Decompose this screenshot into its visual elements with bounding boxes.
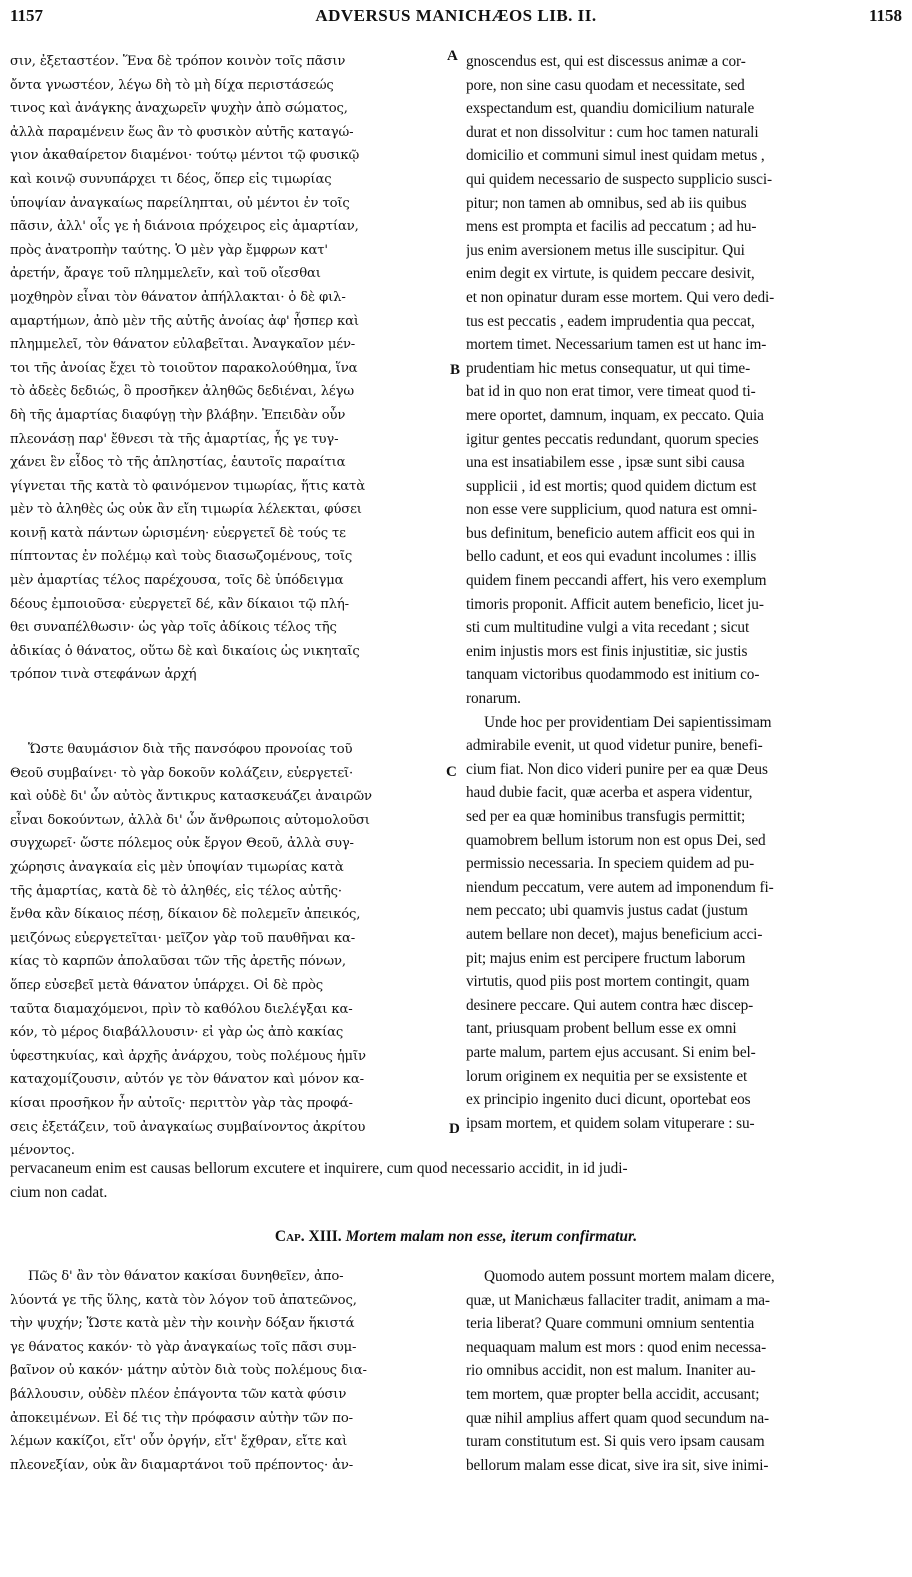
text-line: enim degit ex virtute, is quidem peccare desivit, bbox=[466, 265, 755, 283]
text-line: κίσαι προσῆκον ἦν αὐτοῖς· περιττὸν γὰρ τὰς προφά- bbox=[10, 1095, 353, 1111]
text-line: quidem finem peccandi affert, his vero exemplum bbox=[466, 572, 767, 590]
chapter-label: Cap. XIII. bbox=[274, 1228, 342, 1245]
text-line: τὴν ψυχήν; Ὥστε κατὰ μὲν τὴν κοινὴν δόξαν ἥκιστά bbox=[10, 1316, 355, 1332]
text-line: lorum originem ex nequitia per se exsistente et bbox=[466, 1067, 748, 1085]
text-line: una est insatiabilem esse , ipsæ sunt sibi causa bbox=[466, 454, 745, 472]
text-line: sti cum multitudine vulgi a vita recedant ; sicut bbox=[466, 619, 750, 637]
text-line: μὲν τὸ ἀληθὲς ὡς οὐκ ἂν εἴη τιμωρία λέλεκται, φύσει bbox=[10, 502, 362, 518]
text-line: σεις ἐξετάζειν, τοῦ ἀναγκαίως συμβαίνοντος ἀκρίτου bbox=[10, 1119, 366, 1135]
text-line: tant, priusquam probent bellum esse ex omni bbox=[466, 1020, 737, 1038]
text-line: tanquam victoribus quodammodo est initium co- bbox=[466, 666, 760, 684]
text-line: jus enim aversionem metus ille suscipitur. Qui bbox=[466, 241, 745, 259]
greek-column-bottom bbox=[10, 1265, 445, 1477]
text-line: exspectandum est, quandiu domicilium naturale bbox=[466, 100, 755, 118]
text-line: ronarum. bbox=[466, 690, 521, 708]
text-line: δὴ τῆς ἁμαρτίας διαφύγῃ τὴν βλάβην. Ἐπειδὰν οὖν bbox=[10, 407, 346, 423]
text-line: τινος καὶ ἀνάγκης ἀναχωρεῖν ψυχὴν ἀπὸ σώματος, bbox=[10, 101, 348, 117]
text-line: μένοντος. bbox=[10, 1143, 75, 1159]
text-line: desinere peccare. Qui autem contra hæc discep- bbox=[466, 996, 754, 1014]
text-line: bus definitum, beneficio autem afficit eos qui in bbox=[466, 524, 755, 542]
text-line: μειζόνως εὐεργετεῖται· μεῖζον γὰρ τοῦ παυθῆναι κα- bbox=[10, 930, 356, 946]
text-line: cium non cadat. bbox=[10, 1183, 108, 1201]
text-line: mens est prompta et facilis ad peccatum ; ad hu- bbox=[466, 218, 757, 236]
text-line: καὶ οὐδὲ δι' ὧν αὐτὸς ἄντικρυς κατασκευάζει ἀναιρῶν bbox=[10, 789, 372, 805]
text-line: συγχωρεῖ· ὥστε πόλεμος οὐκ ἔργον Θεοῦ, ἀλλὰ συγ- bbox=[10, 836, 354, 852]
text-line: ἀλλὰ παραμένειν ἕως ἂν τὸ φυσικὸν αὐτῆς καταγώ- bbox=[10, 124, 354, 140]
text-line: Πῶς δ' ἂν τὸν θάνατον κακίσαι δυνηθεῖεν, ἀπο- bbox=[28, 1269, 344, 1284]
text-line: turam constitutum est. Si quis vero ipsam causam bbox=[466, 1433, 765, 1451]
page-number-left: 1157 bbox=[10, 6, 44, 25]
text-line: quamobrem bellum istorum non est opus Dei, sed bbox=[466, 831, 766, 849]
text-line: bello cadunt, et eos qui evadunt incolumes : illis bbox=[466, 548, 757, 566]
greek-column-top bbox=[10, 50, 445, 687]
text-line: χάνει ἓν εἶδος τὸ τῆς ἀπληστίας, ἑαυτοῖς παραίτια bbox=[10, 455, 346, 471]
text-line: mere oportet, damnum, inquam, ex peccato. Quia bbox=[466, 406, 764, 424]
text-line: ἀποκειμένων. Εἰ δέ τις τὴν πρόφασιν αὐτὴν τῶν πο- bbox=[10, 1410, 353, 1426]
text-line: ἀρετήν, ἄραγε τοῦ πλημμελεῖν, καὶ τοῦ οἴεσθαι bbox=[10, 266, 321, 282]
text-line: ἀδικίας ὁ θάνατος, οὕτω δὲ καὶ δικαίοις ὡς νικηταῖς bbox=[10, 643, 360, 659]
text-line: γιον ἀκαθαίρετον διαμένοι· τούτῳ μέντοι τῷ φυσικῷ bbox=[10, 148, 360, 164]
section-marker-a: A bbox=[447, 48, 458, 64]
text-line: ταῦτα διαμαχόμενοι, πρὶν τὸ καθόλου διελέγξαι κα- bbox=[10, 1001, 353, 1017]
text-line: igitur gentes peccatis redundant, quorum species bbox=[466, 430, 759, 448]
text-line: prudentiam hic metus consequatur, ut qui time- bbox=[466, 359, 751, 377]
section-marker-c: C bbox=[446, 764, 457, 780]
text-line: καταχομίζουσιν, αὐτόν γε τὸν θάνατον καὶ μόνον κα- bbox=[10, 1072, 364, 1088]
text-line: σιν, ἐξεταστέον. Ἕνα δὲ τρόπον κοινὸν τοῖς πᾶσιν bbox=[10, 54, 346, 69]
page-number-right: 1158 bbox=[868, 6, 902, 25]
text-line: domicilio et communi simul inest quidam metus , bbox=[466, 147, 765, 165]
text-line: niendum peccatum, vere autem ad imponendum fi- bbox=[466, 878, 774, 896]
text-line: ὅπερ εὐσεβεῖ μετὰ θάνατον ὑπάρχει. Οἱ δὲ πρὸς bbox=[10, 977, 323, 993]
chapter-heading bbox=[10, 1228, 902, 1246]
text-line: teria liberat? Quare communi omnium sententia bbox=[466, 1315, 755, 1333]
text-line: quæ nihil amplius affert quam quod secundum na- bbox=[466, 1409, 770, 1427]
text-line: Ὥστε θαυμάσιον διὰ τῆς πανσόφου προνοίας τοῦ bbox=[28, 742, 353, 757]
text-line: ipsam mortem, et quidem solam vituperare : su- bbox=[466, 1114, 755, 1132]
text-line: Unde hoc per providentiam Dei sapientissimam bbox=[484, 713, 772, 731]
text-line: λύοντά γε τῆς ὕλης, κατὰ τὸν λόγον τοῦ ἀπατεῶνος, bbox=[10, 1292, 357, 1308]
text-line: ὑφεστηκυίας, καὶ ἀρχῆς ἀνάρχου, τοὺς πολέμους ἡμῖν bbox=[10, 1048, 366, 1064]
section-marker-d: D bbox=[449, 1121, 460, 1137]
latin-column-top bbox=[466, 50, 902, 1135]
text-line: autem bellare non decet), majus beneficium acci- bbox=[466, 925, 763, 943]
text-line: πρὸς ἀνατροπὴν ταύτης. Ὁ μὲν γὰρ ἔμφρων κατ' bbox=[10, 242, 328, 258]
text-line: sed per ea quæ hominibus transfugis permittit; bbox=[466, 808, 746, 825]
text-line: Θεοῦ συμβαίνει· τὸ γὰρ δοκοῦν κολάζειν, εὐεργετεῖ· bbox=[10, 765, 354, 781]
text-line: bat id in quo non erat timor, vere timeat quod ti- bbox=[466, 383, 756, 401]
text-line: et non opinatur duram esse mortem. Qui vero dedi- bbox=[466, 288, 775, 306]
text-line: πλημμελεῖ, τὸν θάνατον εὐλαβεῖται. Ἀναγκαῖον μέν- bbox=[10, 337, 356, 353]
text-line: κοινῇ κατὰ πάντων ὡρισμένη· εὐεργετεῖ δὲ τούς τε bbox=[10, 525, 346, 541]
text-line: πλεονάσῃ παρ' ἔθνεσι τὰ τῆς ἁμαρτίας, ἧς γε τυγ- bbox=[10, 431, 339, 447]
text-line: tem mortem, quæ propter bella accidit, accusant; bbox=[466, 1385, 760, 1403]
text-line: τρόπον τινὰ στεφάνων ἀρχή bbox=[10, 667, 197, 683]
text-line: gnoscendus est, qui est discessus animæ a cor- bbox=[466, 53, 746, 70]
text-line: κόν, τὸ μέρος διαβάλλουσιν· εἰ γὰρ ὡς ἀπὸ κακίας bbox=[10, 1025, 344, 1041]
running-header bbox=[10, 6, 902, 32]
text-line: ὑποψίαν ἀναγκαίως παρείληπται, οὐ μέντοι ἐν τοῖς bbox=[10, 195, 350, 211]
text-line: nem peccato; ubi quamvis justus cadat (justum bbox=[466, 902, 748, 920]
text-line: mortem timet. Necessarium tamen est ut hanc im- bbox=[466, 336, 767, 354]
text-line: pitur; non tamen ab omnibus, sed ab iis quibus bbox=[466, 194, 747, 212]
greek-column-middle bbox=[10, 738, 445, 1163]
text-line: τὸ ἀδεὲς δεδιώς, ὃ προσῆκεν ἀληθῶς δεδιέναι, λέγω bbox=[10, 384, 354, 400]
text-line: pervacaneum enim est causas bellorum excutere et inquirere, cum quod necessario accidit, in id judi- bbox=[10, 1160, 628, 1177]
text-line: πᾶσιν, ἀλλ' οἷς γε ἡ διάνοια πρόχειρος εἰς ἁμαρτίαν, bbox=[10, 219, 359, 235]
text-line: rio omnibus accidit, non est malum. Inaniter au- bbox=[466, 1362, 756, 1380]
text-line: μοχθηρὸν εἶναι τὸν θάνατον ἀπήλλακται· ὁ δὲ φιλ- bbox=[10, 289, 346, 305]
text-line: tus est peccatis , eadem imprudentia qua peccat, bbox=[466, 312, 755, 330]
text-line: τῆς ἁμαρτίας, κατὰ δὲ τὸ ἀληθές, εἰς τέλος αὐτῆς· bbox=[10, 883, 342, 899]
text-line: timoris proponit. Afficit autem beneficio, licet ju- bbox=[466, 595, 764, 613]
text-line: parte malum, partem ejus accusant. Si enim bel- bbox=[466, 1043, 756, 1061]
text-line: nequaquam malum est mors : quod enim necessa- bbox=[466, 1338, 767, 1356]
text-line: πλεονεξίαν, οὐκ ἂν διαμαρτάνοι τοῦ πρέποντος· ἀν- bbox=[10, 1457, 354, 1473]
text-line: καὶ κοινῷ συνυπάρχει τι δέος, ὅπερ εἰς τιμωρίας bbox=[10, 171, 332, 187]
text-line: qui quidem necessario de suspecto supplicio susci- bbox=[466, 170, 772, 188]
text-line: pore, non sine casu quodam et necessitate, sed bbox=[466, 76, 745, 94]
text-line: permissio necessaria. In speciem quidem ad pu- bbox=[466, 855, 755, 873]
latin-column-bottom bbox=[466, 1265, 902, 1477]
text-line: ἔνθα κἂν δίκαιος πέσῃ, δίκαιον δὲ πολεμεῖν ἀπεικός, bbox=[10, 907, 361, 923]
running-title: ADVERSUS MANICHÆOS LIB. II. bbox=[315, 6, 597, 25]
chapter-title: Mortem malam non esse, iterum confirmatur. bbox=[345, 1228, 638, 1245]
text-line: non esse vere supplicium, quod natura est omni- bbox=[466, 501, 757, 519]
text-line: quæ, ut Manichæus fallaciter tradit, animam a ma- bbox=[466, 1291, 770, 1309]
text-line: δέους ἐμποιοῦσα· εὐεργετεῖ δέ, κἂν δίκαιοι τῷ πλή- bbox=[10, 596, 349, 612]
text-line: βαῖνον οὐ κακόν· μάτην αὐτὸν διὰ τοὺς πολέμους δια- bbox=[10, 1363, 367, 1379]
text-line: τοι τῆς ἀνοίας ἔχει τὸ τοιοῦτον παρακολούθημα, ἵνα bbox=[10, 360, 358, 376]
text-line: virtutis, quod piis post mortem contingit, quam bbox=[466, 973, 750, 991]
text-line: cium fiat. Non dico videri punire per ea quæ Deus bbox=[466, 760, 768, 778]
text-line: κίας τὸ καρπῶν ἀπολαῦσαι τῶν τῆς ἀρετῆς πόνων, bbox=[10, 954, 346, 970]
text-line: εἶναι δοκούντων, ἀλλὰ δι' ὧν ἄνθρωποις αὐτομολοῦσι bbox=[10, 812, 370, 828]
text-line: admirabile evenit, ut quod videtur punire, benefi- bbox=[466, 737, 763, 755]
text-line: ex principio ingenito duci dicunt, oportebat eos bbox=[466, 1091, 751, 1109]
text-line: ὄντα γνωστέον, λέγω δὴ τὸ μὴ δίχα περιστάσεώς bbox=[10, 77, 334, 93]
text-line: μὲν ἁμαρτίας τέλος παρέχουσα, τοῖς δὲ ὑπόδειγμα bbox=[10, 573, 344, 589]
text-line: χώρησις ἀναγκαία εἰς μὲν ὑποψίαν τιμωρίας κατὰ bbox=[10, 859, 344, 875]
text-line: αμαρτήμων, ἀπὸ μὲν τῆς αὐτῆς ἀνοίας ἀφ' ἧσπερ καὶ bbox=[10, 313, 359, 329]
text-line: bellorum malam esse dicat, sive ira sit, sive inimi- bbox=[466, 1456, 769, 1474]
latin-full-width-continuation bbox=[10, 1157, 902, 1204]
text-line: γίγνεται τῆς κατὰ τὸ φαινόμενον τιμωρίας, ἥτις κατὰ bbox=[10, 478, 365, 494]
text-line: pit; majus enim est percipere fructum laborum bbox=[466, 949, 746, 967]
text-line: θει συναπέλθωσιν· ὡς γὰρ τοῖς ἀδίκοις τέλος τῆς bbox=[10, 620, 337, 636]
text-line: enim injustis mors est finis injustitiæ, sic justis bbox=[466, 642, 748, 660]
text-line: durat et non dissolvitur : cum hoc tamen naturali bbox=[466, 123, 759, 141]
text-line: Quomodo autem possunt mortem malam dicere, bbox=[484, 1268, 775, 1285]
section-marker-b: B bbox=[450, 362, 461, 378]
text-line: βάλλουσιν, οὐδὲν πλέον ἐπάγοντα τῶν κατὰ φύσιν bbox=[10, 1386, 347, 1402]
text-line: λέμων κακίζοι, εἴτ' οὖν ὀργήν, εἴτ' ἔχθραν, εἴτε καὶ bbox=[10, 1434, 348, 1450]
text-line: γε θάνατος κακόν· τὸ γὰρ ἀναγκαίως τοῖς πᾶσι συμ- bbox=[10, 1339, 357, 1355]
text-line: supplicii , id est mortis; quod quidem dictum est bbox=[466, 477, 757, 495]
text-line: haud dubie facit, quæ acerba et aspera videntur, bbox=[466, 784, 753, 802]
text-line: πίπτοντας ἐν πολέμῳ καὶ τοὺς διασωζομένους, τοῖς bbox=[10, 549, 353, 565]
